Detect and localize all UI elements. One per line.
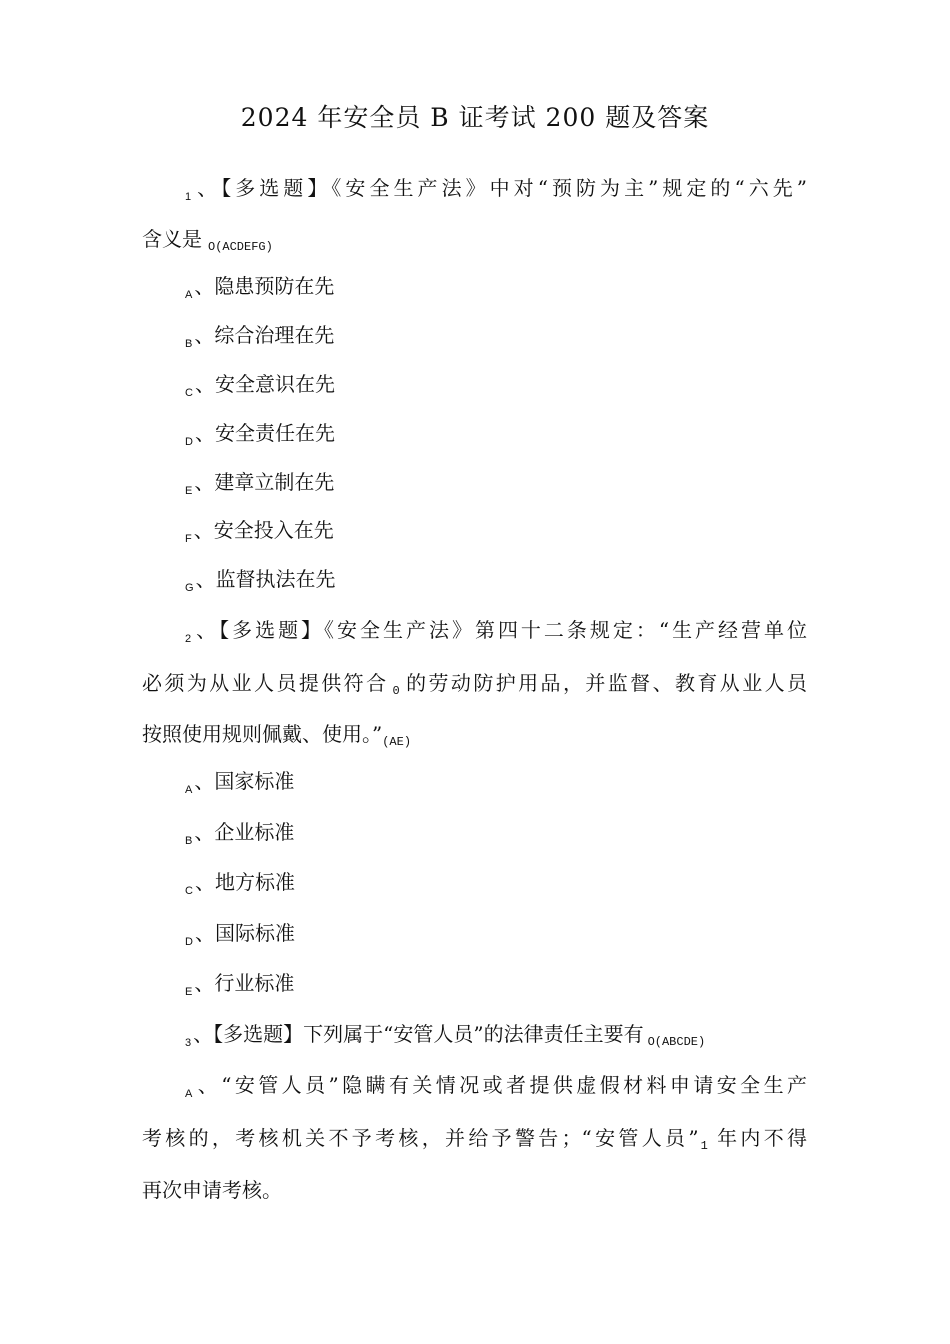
option-text-2a: 考核的，考核机关不予考核，并给予警告；“安管人员” (142, 1126, 699, 1150)
question-3-option-a-line-1 (185, 1071, 807, 1108)
question-1-text-2: 含义是 (142, 227, 202, 251)
question-2-line-2 (142, 669, 807, 705)
question-3-answer: (ABCDE) (654, 1035, 706, 1049)
question-2-option-c (185, 868, 295, 905)
option-text: 国际标准 (214, 921, 295, 945)
question-1-option-c (185, 370, 335, 407)
question-2-text-2a: 必须为从业人员提供符合 (142, 671, 389, 695)
question-3-text: 下列属于“安管人员”的法律责任主要有 (303, 1022, 644, 1046)
question-3-type: 【多选题】 (213, 1022, 304, 1046)
option-text: 综合治理在先 (214, 323, 335, 347)
option-letter: E (185, 986, 193, 998)
question-2-line-1 (185, 616, 807, 653)
question-2-option-a (185, 767, 294, 804)
option-sep: 、 (194, 971, 215, 995)
question-1-blank: O (208, 240, 216, 254)
option-sep: 、 (194, 274, 215, 298)
question-3-option-a-line-3 (142, 1176, 282, 1204)
question-2-sep: 、 (193, 618, 220, 642)
option-sep: 、 (194, 470, 215, 494)
option-text: 地方标准 (214, 870, 295, 894)
option-text: 国家标准 (214, 769, 295, 793)
option-letter: C (185, 885, 193, 897)
option-sep: 、 (194, 372, 215, 396)
option-letter: C (185, 387, 193, 399)
option-text: 监督执法在先 (215, 567, 336, 591)
option-number: 1 (700, 1139, 708, 1153)
option-text: 安全责任在先 (214, 421, 335, 445)
question-2-option-e (185, 969, 294, 1006)
option-sep: 、 (194, 1073, 222, 1097)
option-sep: 、 (194, 870, 215, 894)
option-letter: E (185, 485, 193, 497)
question-1-line-2 (142, 225, 273, 261)
question-3-blank: O (647, 1035, 655, 1049)
question-2-option-b (185, 818, 294, 855)
question-2-text-2b: 的劳动防护用品，并监督、教育从业人员 (403, 671, 808, 695)
question-2-blank: 0 (392, 684, 400, 698)
option-letter: B (185, 835, 193, 847)
question-1-line-1 (185, 174, 807, 211)
question-1-option-f (185, 516, 334, 553)
option-sep: 、 (193, 518, 214, 542)
question-1-option-g (185, 565, 336, 602)
option-letter: D (185, 936, 193, 948)
option-text: 企业标准 (214, 820, 295, 844)
question-1-answer: (ACDEFG) (215, 240, 273, 254)
question-1-sep: 、 (193, 176, 222, 200)
question-2-text-3: 按照使用规则佩戴、使用。” (142, 722, 383, 746)
option-letter: A (185, 289, 193, 301)
document-title: 2024 年安全员 B 证考试 200 题及答案 (240, 103, 710, 132)
option-text: “安管人员”隐瞒有关情况或者提供虚假材料申请安全生产 (221, 1073, 808, 1097)
option-sep: 、 (194, 921, 215, 945)
question-1-number: 1 (185, 191, 192, 203)
question-2-line-3 (142, 720, 411, 756)
option-letter: A (185, 1088, 193, 1100)
option-text: 建章立制在先 (214, 470, 335, 494)
option-text-2b: 年内不得 (713, 1126, 808, 1150)
option-text: 隐患预防在先 (214, 274, 335, 298)
option-sep: 、 (195, 567, 216, 591)
option-sep: 、 (194, 820, 215, 844)
question-3-sep: 、 (193, 1022, 214, 1046)
question-2-answer: (AE) (382, 735, 412, 749)
option-sep: 、 (194, 769, 215, 793)
question-3-number: 3 (185, 1037, 192, 1049)
question-3-option-a-line-2 (142, 1124, 807, 1160)
option-sep: 、 (194, 323, 215, 347)
option-letter: G (185, 582, 194, 594)
question-1-option-e (185, 468, 334, 505)
question-1-type: 【多选题】 (221, 176, 332, 200)
option-letter: B (185, 338, 193, 350)
question-2-option-d (185, 919, 295, 956)
option-sep: 、 (194, 421, 215, 445)
option-text: 行业标准 (214, 971, 295, 995)
question-1-option-d (185, 419, 335, 456)
question-2-number: 2 (185, 633, 192, 645)
question-2-text: 《安全生产法》第四十二条规定：“生产经营单位 (324, 618, 808, 642)
question-2-type: 【多选题】 (219, 618, 325, 642)
question-1-option-a (185, 272, 334, 309)
option-text: 安全意识在先 (214, 372, 335, 396)
question-1-text: 《安全生产法》中对“预防为主”规定的“六先” (331, 176, 808, 200)
question-1-option-b (185, 321, 334, 358)
option-letter: F (185, 533, 192, 545)
option-text: 安全投入在先 (213, 518, 334, 542)
option-letter: A (185, 784, 193, 796)
option-text-3: 再次申请考核。 (142, 1178, 282, 1202)
option-letter: D (185, 436, 193, 448)
question-3-line-1 (185, 1020, 705, 1057)
